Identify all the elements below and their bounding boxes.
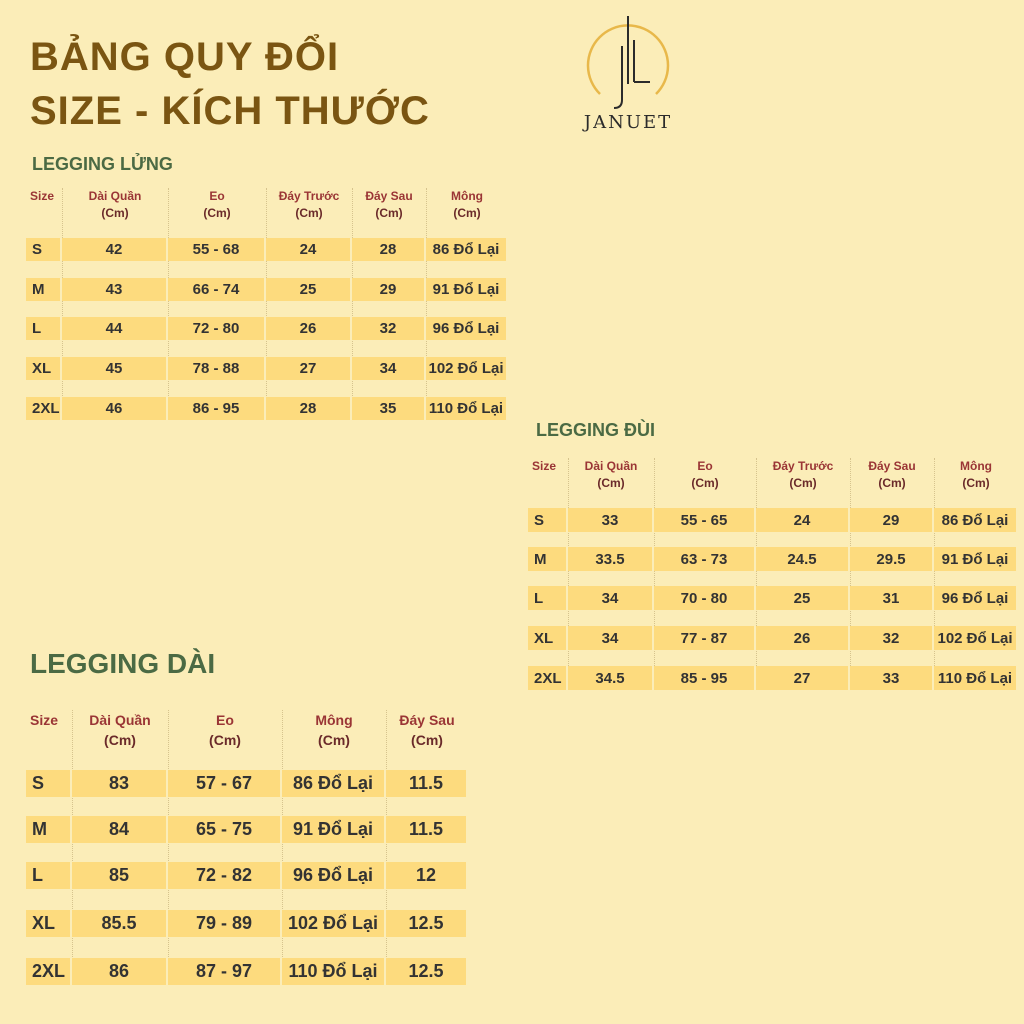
table-cell: 29 [352, 278, 424, 301]
column-header [282, 710, 386, 750]
column-header-name: Size [30, 189, 55, 203]
table-cell: 85 - 95 [654, 666, 754, 690]
table-row [26, 357, 508, 380]
table-row [528, 666, 1018, 690]
brand-name: JANUET [583, 112, 673, 133]
column-divider [266, 188, 267, 420]
size-cell: L [26, 862, 70, 889]
table-row [26, 317, 508, 340]
size-cell: M [26, 278, 60, 301]
size-cell: 2XL [26, 397, 60, 420]
table-cell: 34 [352, 357, 424, 380]
table-row [26, 397, 508, 420]
legging-dui-title: LEGGING ĐÙI [536, 420, 656, 440]
column-divider [168, 188, 169, 420]
table-cell: 91 Đổ Lại [426, 278, 506, 301]
column-divider [168, 710, 169, 985]
column-header [568, 458, 654, 492]
table-cell: 24 [756, 508, 848, 532]
column-header-name: Eo [209, 189, 225, 203]
column-header [352, 188, 426, 222]
table-cell: 25 [266, 278, 350, 301]
column-header-unit: (Cm) [453, 206, 481, 220]
table-cell: 29.5 [850, 547, 932, 571]
table-cell: 110 Đổ Lại [934, 666, 1016, 690]
column-divider [352, 188, 353, 420]
size-cell: S [26, 770, 70, 797]
table-cell: 85.5 [72, 910, 166, 937]
table-cell: 46 [62, 397, 166, 420]
table-cell: 33 [568, 508, 652, 532]
table-row [26, 770, 468, 797]
logo-mark-icon [578, 12, 678, 112]
column-header [72, 710, 168, 750]
table-cell: 35 [352, 397, 424, 420]
table-cell: 27 [266, 357, 350, 380]
table-cell: 66 - 74 [168, 278, 264, 301]
table-cell: 43 [62, 278, 166, 301]
column-header-name: Dài Quần [584, 459, 638, 473]
column-divider [934, 458, 935, 690]
table-row [528, 547, 1018, 571]
column-divider [654, 458, 655, 690]
table-cell: 91 Đổ Lại [934, 547, 1016, 571]
column-header-name: Mông [960, 459, 992, 473]
column-header [62, 188, 168, 222]
table-cell: 86 [72, 958, 166, 985]
size-cell: L [26, 317, 60, 340]
table-cell: 33.5 [568, 547, 652, 571]
column-header-name: Dài Quần [88, 189, 142, 203]
title-line-1: BẢNG QUY ĐỔI [30, 35, 340, 79]
column-header [386, 710, 468, 750]
column-header [426, 188, 508, 222]
column-header-unit: (Cm) [597, 476, 625, 490]
column-header-name: Mông [451, 189, 483, 203]
column-header-name: Đáy Trước [772, 459, 834, 473]
legging-dai-title: LEGGING DÀI [30, 648, 216, 679]
page-title [30, 30, 430, 138]
table-row [26, 862, 468, 889]
column-divider [62, 188, 63, 420]
column-divider [282, 710, 283, 985]
column-divider [756, 458, 757, 690]
table-cell: 70 - 80 [654, 586, 754, 610]
table-cell: 102 Đổ Lại [934, 626, 1016, 650]
column-header [934, 458, 1018, 492]
table-cell: 86 - 95 [168, 397, 264, 420]
table-cell: 86 Đổ Lại [426, 238, 506, 261]
column-header-name: Dài Quần [89, 712, 151, 728]
legging-lung-title: LEGGING LỬNG [32, 154, 173, 174]
column-header-name: Đáy Trước [278, 189, 340, 203]
table-cell: 102 Đổ Lại [426, 357, 506, 380]
table-cell: 24.5 [756, 547, 848, 571]
column-header-unit: (Cm) [789, 476, 817, 490]
table-cell: 55 - 65 [654, 508, 754, 532]
table-cell: 85 [72, 862, 166, 889]
size-cell: S [26, 238, 60, 261]
table-row [26, 816, 468, 843]
size-cell: S [528, 508, 566, 532]
table-row [528, 626, 1018, 650]
table-cell: 34.5 [568, 666, 652, 690]
column-header [168, 188, 266, 222]
table-row [26, 278, 508, 301]
table-cell: 34 [568, 626, 652, 650]
size-cell: 2XL [26, 958, 70, 985]
size-cell: M [26, 816, 70, 843]
table-cell: 110 Đổ Lại [426, 397, 506, 420]
column-header-unit: (Cm) [318, 732, 350, 748]
column-header-unit: (Cm) [878, 476, 906, 490]
size-cell: XL [528, 626, 566, 650]
table-cell: 31 [850, 586, 932, 610]
column-header-name: Đáy Sau [399, 712, 455, 728]
table-cell: 32 [850, 626, 932, 650]
column-header-unit: (Cm) [203, 206, 231, 220]
table-cell: 45 [62, 357, 166, 380]
table-cell: 57 - 67 [168, 770, 280, 797]
table-cell: 84 [72, 816, 166, 843]
table-cell: 24 [266, 238, 350, 261]
table-cell: 65 - 75 [168, 816, 280, 843]
size-cell: L [528, 586, 566, 610]
column-header-unit: (Cm) [962, 476, 990, 490]
table-cell: 12 [386, 862, 466, 889]
size-cell: XL [26, 910, 70, 937]
column-header [654, 458, 756, 492]
legging-lung-table [26, 188, 508, 420]
table-cell: 86 Đổ Lại [934, 508, 1016, 532]
column-header [528, 458, 568, 475]
column-header-unit: (Cm) [101, 206, 129, 220]
column-header-unit: (Cm) [411, 732, 443, 748]
column-header [26, 710, 72, 730]
table-cell: 28 [352, 238, 424, 261]
table-cell: 96 Đổ Lại [934, 586, 1016, 610]
table-cell: 87 - 97 [168, 958, 280, 985]
column-header-unit: (Cm) [104, 732, 136, 748]
table-row [26, 958, 468, 985]
table-cell: 96 Đổ Lại [426, 317, 506, 340]
table-cell: 55 - 68 [168, 238, 264, 261]
table-cell: 26 [266, 317, 350, 340]
table-cell: 27 [756, 666, 848, 690]
table-row [528, 586, 1018, 610]
column-header [266, 188, 352, 222]
table-cell: 34 [568, 586, 652, 610]
column-header [168, 710, 282, 750]
table-cell: 28 [266, 397, 350, 420]
column-header-name: Eo [697, 459, 713, 473]
table-cell: 44 [62, 317, 166, 340]
table-row [26, 910, 468, 937]
table-cell: 32 [352, 317, 424, 340]
column-header-name: Đáy Sau [868, 459, 916, 473]
column-header-name: Đáy Sau [365, 189, 413, 203]
column-header [26, 188, 62, 205]
table-cell: 96 Đổ Lại [282, 862, 384, 889]
brand-logo [578, 12, 678, 134]
column-header [756, 458, 850, 492]
table-cell: 83 [72, 770, 166, 797]
table-cell: 63 - 73 [654, 547, 754, 571]
size-cell: 2XL [528, 666, 566, 690]
size-cell: M [528, 547, 566, 571]
column-divider [426, 188, 427, 420]
table-cell: 79 - 89 [168, 910, 280, 937]
table-cell: 102 Đổ Lại [282, 910, 384, 937]
table-cell: 33 [850, 666, 932, 690]
size-cell: XL [26, 357, 60, 380]
table-cell: 86 Đổ Lại [282, 770, 384, 797]
table-cell: 26 [756, 626, 848, 650]
table-row [26, 238, 508, 261]
legging-dai-table [26, 710, 468, 985]
table-cell: 11.5 [386, 816, 466, 843]
table-cell: 42 [62, 238, 166, 261]
table-cell: 77 - 87 [654, 626, 754, 650]
column-divider [850, 458, 851, 690]
table-row [528, 508, 1018, 532]
table-cell: 12.5 [386, 910, 466, 937]
table-cell: 72 - 80 [168, 317, 264, 340]
column-divider [386, 710, 387, 985]
table-cell: 29 [850, 508, 932, 532]
table-cell: 11.5 [386, 770, 466, 797]
column-header [850, 458, 934, 492]
column-header-name: Size [532, 459, 557, 473]
column-header-unit: (Cm) [691, 476, 719, 490]
column-header-unit: (Cm) [209, 732, 241, 748]
column-header-name: Size [30, 712, 59, 728]
column-header-unit: (Cm) [375, 206, 403, 220]
column-divider [568, 458, 569, 690]
table-cell: 25 [756, 586, 848, 610]
table-cell: 78 - 88 [168, 357, 264, 380]
column-header-name: Mông [315, 712, 353, 728]
table-cell: 12.5 [386, 958, 466, 985]
title-line-2: SIZE - KÍCH THƯỚC [30, 89, 430, 133]
table-cell: 110 Đổ Lại [282, 958, 384, 985]
column-header-unit: (Cm) [295, 206, 323, 220]
table-cell: 91 Đổ Lại [282, 816, 384, 843]
column-divider [72, 710, 73, 985]
legging-dui-table [528, 458, 1018, 690]
table-cell: 72 - 82 [168, 862, 280, 889]
column-header-name: Eo [216, 712, 234, 728]
